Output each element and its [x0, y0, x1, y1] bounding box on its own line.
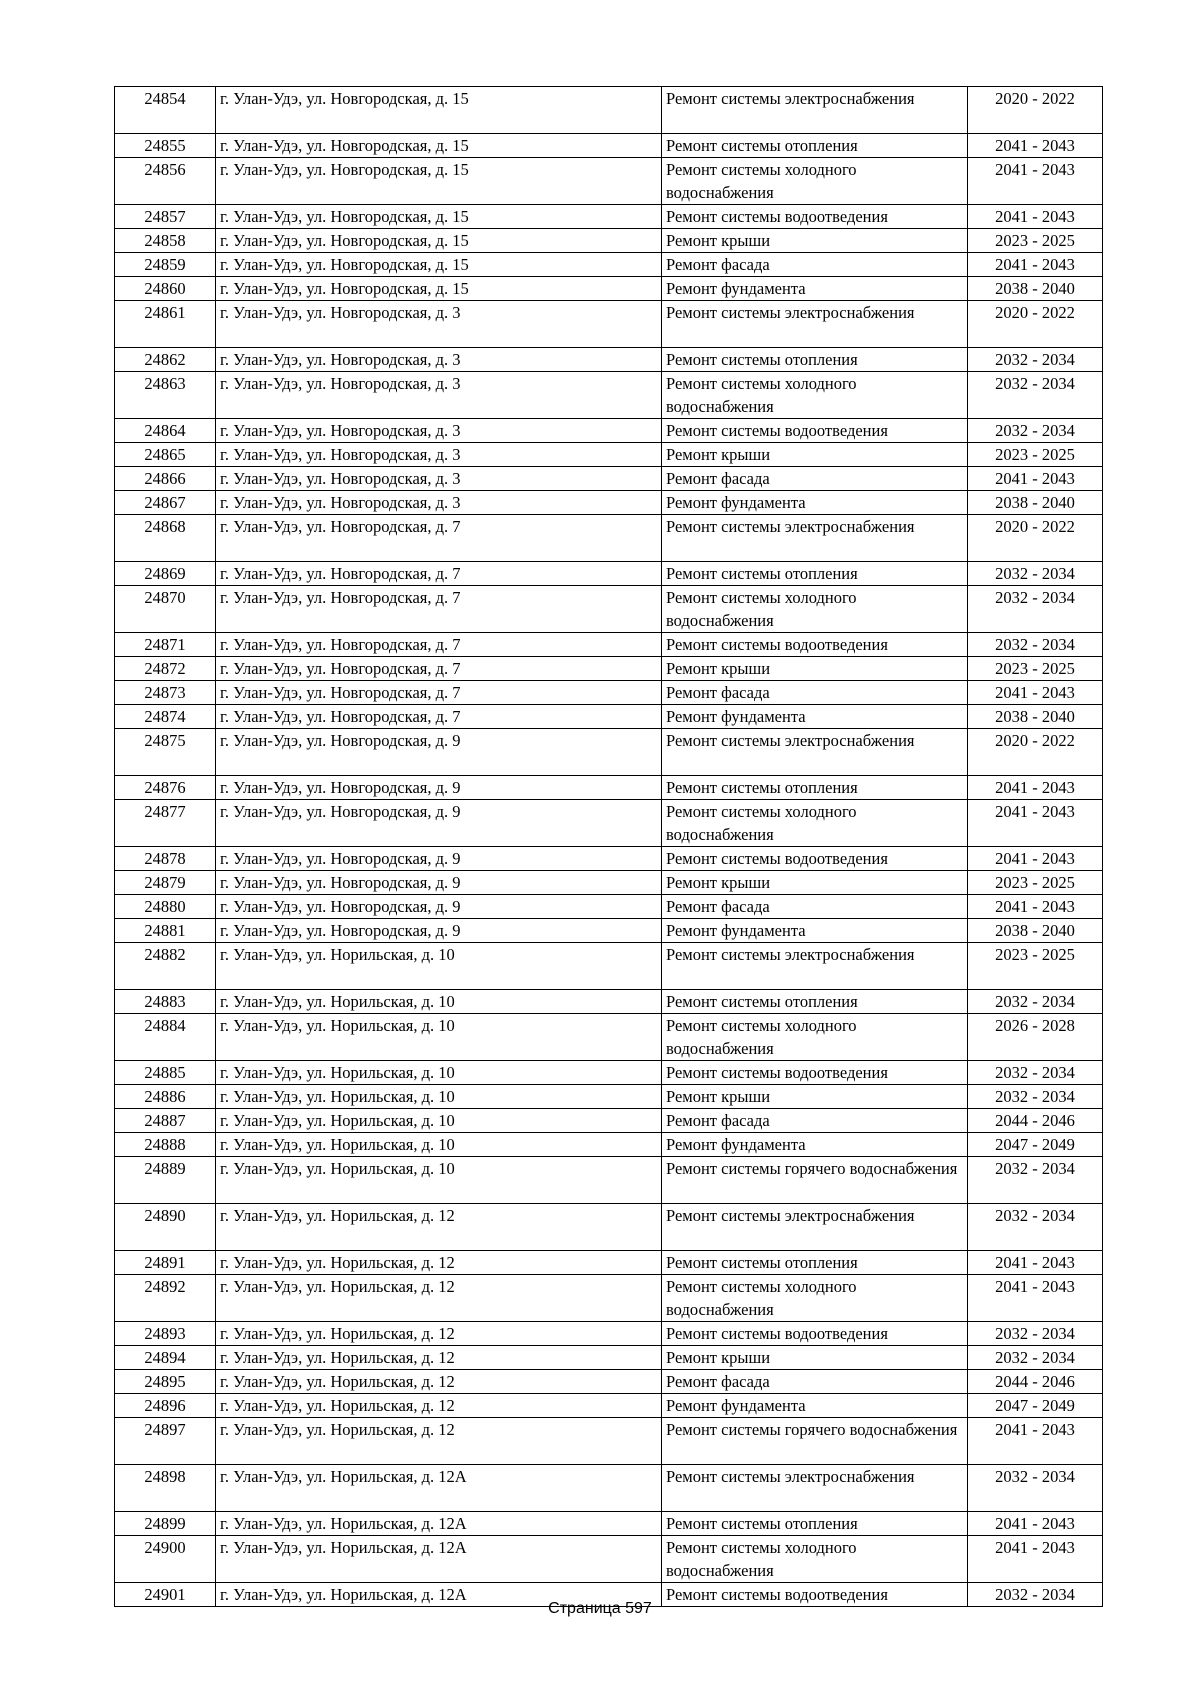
table-row — [115, 419, 1103, 443]
row-number-cell: 24875 — [115, 729, 216, 776]
table-row — [115, 990, 1103, 1014]
work-type-cell: Ремонт фасада — [662, 895, 968, 919]
row-number-cell: 24892 — [115, 1275, 216, 1322]
table-row — [115, 705, 1103, 729]
row-number-cell: 24861 — [115, 301, 216, 348]
address-cell: г. Улан-Удэ, ул. Норильская, д. 12 — [216, 1418, 662, 1465]
period-cell: 2041 - 2043 — [968, 205, 1103, 229]
table-row — [115, 586, 1103, 633]
address-cell: г. Улан-Удэ, ул. Новгородская, д. 3 — [216, 301, 662, 348]
period-cell: 2041 - 2043 — [968, 776, 1103, 800]
work-type-cell: Ремонт фасада — [662, 467, 968, 491]
address-cell: г. Улан-Удэ, ул. Норильская, д. 12 — [216, 1275, 662, 1322]
address-cell: г. Улан-Удэ, ул. Норильская, д. 10 — [216, 1133, 662, 1157]
period-cell: 2041 - 2043 — [968, 1512, 1103, 1536]
work-type-cell: Ремонт системы электроснабжения — [662, 729, 968, 776]
row-number-cell: 24876 — [115, 776, 216, 800]
row-number-cell: 24897 — [115, 1418, 216, 1465]
table-row — [115, 1061, 1103, 1085]
row-number-cell: 24885 — [115, 1061, 216, 1085]
row-number-cell: 24877 — [115, 800, 216, 847]
work-type-cell: Ремонт фундамента — [662, 705, 968, 729]
work-type-cell: Ремонт системы отопления — [662, 990, 968, 1014]
period-cell: 2032 - 2034 — [968, 1465, 1103, 1512]
work-type-cell: Ремонт системы водоотведения — [662, 1583, 968, 1607]
period-cell: 2041 - 2043 — [968, 681, 1103, 705]
table-row — [115, 847, 1103, 871]
table-row — [115, 467, 1103, 491]
repair-schedule-table — [114, 86, 1103, 1607]
address-cell: г. Улан-Удэ, ул. Новгородская, д. 3 — [216, 372, 662, 419]
work-type-cell: Ремонт системы электроснабжения — [662, 87, 968, 134]
work-type-cell: Ремонт фундамента — [662, 919, 968, 943]
work-type-cell: Ремонт системы водоотведения — [662, 1061, 968, 1085]
address-cell: г. Улан-Удэ, ул. Новгородская, д. 7 — [216, 562, 662, 586]
table-row — [115, 729, 1103, 776]
row-number-cell: 24858 — [115, 229, 216, 253]
period-cell: 2026 - 2028 — [968, 1014, 1103, 1061]
address-cell: г. Улан-Удэ, ул. Новгородская, д. 15 — [216, 158, 662, 205]
row-number-cell: 24878 — [115, 847, 216, 871]
period-cell: 2032 - 2034 — [968, 1204, 1103, 1251]
address-cell: г. Улан-Удэ, ул. Новгородская, д. 3 — [216, 348, 662, 372]
work-type-cell: Ремонт системы электроснабжения — [662, 301, 968, 348]
address-cell: г. Улан-Удэ, ул. Норильская, д. 10 — [216, 990, 662, 1014]
table-row — [115, 1370, 1103, 1394]
table-row — [115, 633, 1103, 657]
work-type-cell: Ремонт системы водоотведения — [662, 205, 968, 229]
period-cell: 2041 - 2043 — [968, 134, 1103, 158]
row-number-cell: 24864 — [115, 419, 216, 443]
address-cell: г. Улан-Удэ, ул. Новгородская, д. 9 — [216, 871, 662, 895]
period-cell: 2032 - 2034 — [968, 1157, 1103, 1204]
table-row — [115, 1085, 1103, 1109]
work-type-cell: Ремонт системы холодного водоснабжения — [662, 158, 968, 205]
address-cell: г. Улан-Удэ, ул. Новгородская, д. 7 — [216, 515, 662, 562]
address-cell: г. Улан-Удэ, ул. Новгородская, д. 15 — [216, 253, 662, 277]
period-cell: 2020 - 2022 — [968, 515, 1103, 562]
period-cell: 2032 - 2034 — [968, 633, 1103, 657]
work-type-cell: Ремонт крыши — [662, 443, 968, 467]
work-type-cell: Ремонт системы электроснабжения — [662, 515, 968, 562]
period-cell: 2020 - 2022 — [968, 729, 1103, 776]
period-cell: 2032 - 2034 — [968, 1061, 1103, 1085]
row-number-cell: 24901 — [115, 1583, 216, 1607]
address-cell: г. Улан-Удэ, ул. Новгородская, д. 15 — [216, 134, 662, 158]
row-number-cell: 24889 — [115, 1157, 216, 1204]
address-cell: г. Улан-Удэ, ул. Норильская, д. 12 — [216, 1346, 662, 1370]
period-cell: 2020 - 2022 — [968, 87, 1103, 134]
work-type-cell: Ремонт фасада — [662, 253, 968, 277]
table-row — [115, 1109, 1103, 1133]
row-number-cell: 24859 — [115, 253, 216, 277]
address-cell: г. Улан-Удэ, ул. Новгородская, д. 9 — [216, 847, 662, 871]
row-number-cell: 24854 — [115, 87, 216, 134]
address-cell: г. Улан-Удэ, ул. Новгородская, д. 7 — [216, 705, 662, 729]
work-type-cell: Ремонт фундамента — [662, 1133, 968, 1157]
address-cell: г. Улан-Удэ, ул. Новгородская, д. 15 — [216, 277, 662, 301]
address-cell: г. Улан-Удэ, ул. Норильская, д. 12 — [216, 1204, 662, 1251]
address-cell: г. Улан-Удэ, ул. Новгородская, д. 7 — [216, 633, 662, 657]
table-row — [115, 871, 1103, 895]
table-row — [115, 1014, 1103, 1061]
period-cell: 2041 - 2043 — [968, 895, 1103, 919]
row-number-cell: 24871 — [115, 633, 216, 657]
work-type-cell: Ремонт крыши — [662, 229, 968, 253]
table-row — [115, 301, 1103, 348]
table-row — [115, 1204, 1103, 1251]
address-cell: г. Улан-Удэ, ул. Новгородская, д. 7 — [216, 681, 662, 705]
table-body — [115, 87, 1103, 1607]
work-type-cell: Ремонт фасада — [662, 1370, 968, 1394]
row-number-cell: 24866 — [115, 467, 216, 491]
table-row — [115, 443, 1103, 467]
address-cell: г. Улан-Удэ, ул. Новгородская, д. 3 — [216, 443, 662, 467]
address-cell: г. Улан-Удэ, ул. Новгородская, д. 9 — [216, 895, 662, 919]
table-row — [115, 1394, 1103, 1418]
work-type-cell: Ремонт системы отопления — [662, 562, 968, 586]
table-row — [115, 1346, 1103, 1370]
address-cell: г. Улан-Удэ, ул. Норильская, д. 10 — [216, 1014, 662, 1061]
work-type-cell: Ремонт фасада — [662, 1109, 968, 1133]
page-footer — [0, 1600, 1200, 1618]
work-type-cell: Ремонт системы водоотведения — [662, 847, 968, 871]
table-row — [115, 1275, 1103, 1322]
address-cell: г. Улан-Удэ, ул. Новгородская, д. 15 — [216, 87, 662, 134]
work-type-cell: Ремонт системы отопления — [662, 134, 968, 158]
address-cell: г. Улан-Удэ, ул. Норильская, д. 12А — [216, 1583, 662, 1607]
work-type-cell: Ремонт системы холодного водоснабжения — [662, 586, 968, 633]
row-number-cell: 24893 — [115, 1322, 216, 1346]
period-cell: 2023 - 2025 — [968, 943, 1103, 990]
address-cell: г. Улан-Удэ, ул. Норильская, д. 12А — [216, 1512, 662, 1536]
work-type-cell: Ремонт крыши — [662, 657, 968, 681]
row-number-cell: 24881 — [115, 919, 216, 943]
table-row — [115, 681, 1103, 705]
period-cell: 2032 - 2034 — [968, 372, 1103, 419]
row-number-cell: 24890 — [115, 1204, 216, 1251]
work-type-cell: Ремонт системы водоотведения — [662, 633, 968, 657]
period-cell: 2041 - 2043 — [968, 467, 1103, 491]
address-cell: г. Улан-Удэ, ул. Новгородская, д. 15 — [216, 205, 662, 229]
row-number-cell: 24856 — [115, 158, 216, 205]
address-cell: г. Улан-Удэ, ул. Новгородская, д. 7 — [216, 657, 662, 681]
row-number-cell: 24899 — [115, 1512, 216, 1536]
address-cell: г. Улан-Удэ, ул. Норильская, д. 12А — [216, 1465, 662, 1512]
table-row — [115, 919, 1103, 943]
table-row — [115, 348, 1103, 372]
address-cell: г. Улан-Удэ, ул. Норильская, д. 12 — [216, 1322, 662, 1346]
row-number-cell: 24867 — [115, 491, 216, 515]
table-row — [115, 158, 1103, 205]
period-cell: 2041 - 2043 — [968, 847, 1103, 871]
row-number-cell: 24898 — [115, 1465, 216, 1512]
period-cell: 2041 - 2043 — [968, 253, 1103, 277]
table-row — [115, 1157, 1103, 1204]
table-row — [115, 1251, 1103, 1275]
row-number-cell: 24857 — [115, 205, 216, 229]
address-cell: г. Улан-Удэ, ул. Норильская, д. 12 — [216, 1394, 662, 1418]
page-number-label: Страница 597 — [548, 1600, 652, 1617]
row-number-cell: 24896 — [115, 1394, 216, 1418]
period-cell: 2038 - 2040 — [968, 491, 1103, 515]
table-row — [115, 895, 1103, 919]
period-cell: 2032 - 2034 — [968, 419, 1103, 443]
period-cell: 2032 - 2034 — [968, 562, 1103, 586]
work-type-cell: Ремонт системы отопления — [662, 348, 968, 372]
period-cell: 2023 - 2025 — [968, 443, 1103, 467]
row-number-cell: 24873 — [115, 681, 216, 705]
period-cell: 2032 - 2034 — [968, 348, 1103, 372]
period-cell: 2044 - 2046 — [968, 1109, 1103, 1133]
address-cell: г. Улан-Удэ, ул. Новгородская, д. 9 — [216, 800, 662, 847]
row-number-cell: 24863 — [115, 372, 216, 419]
row-number-cell: 24874 — [115, 705, 216, 729]
address-cell: г. Улан-Удэ, ул. Норильская, д. 10 — [216, 1061, 662, 1085]
work-type-cell: Ремонт системы холодного водоснабжения — [662, 1536, 968, 1583]
work-type-cell: Ремонт фасада — [662, 681, 968, 705]
table-row — [115, 205, 1103, 229]
address-cell: г. Улан-Удэ, ул. Норильская, д. 12 — [216, 1370, 662, 1394]
period-cell: 2032 - 2034 — [968, 1085, 1103, 1109]
period-cell: 2038 - 2040 — [968, 919, 1103, 943]
table-row — [115, 1465, 1103, 1512]
address-cell: г. Улан-Удэ, ул. Новгородская, д. 3 — [216, 467, 662, 491]
work-type-cell: Ремонт системы отопления — [662, 1251, 968, 1275]
row-number-cell: 24860 — [115, 277, 216, 301]
row-number-cell: 24884 — [115, 1014, 216, 1061]
row-number-cell: 24870 — [115, 586, 216, 633]
period-cell: 2032 - 2034 — [968, 1322, 1103, 1346]
table-row — [115, 1536, 1103, 1583]
row-number-cell: 24886 — [115, 1085, 216, 1109]
period-cell: 2047 - 2049 — [968, 1133, 1103, 1157]
table-row — [115, 776, 1103, 800]
work-type-cell: Ремонт крыши — [662, 1085, 968, 1109]
work-type-cell: Ремонт системы электроснабжения — [662, 1204, 968, 1251]
period-cell: 2032 - 2034 — [968, 990, 1103, 1014]
work-type-cell: Ремонт системы электроснабжения — [662, 943, 968, 990]
table-row — [115, 943, 1103, 990]
address-cell: г. Улан-Удэ, ул. Норильская, д. 12А — [216, 1536, 662, 1583]
work-type-cell: Ремонт системы горячего водоснабжения — [662, 1418, 968, 1465]
address-cell: г. Улан-Удэ, ул. Новгородская, д. 7 — [216, 586, 662, 633]
table-row — [115, 1512, 1103, 1536]
table-row — [115, 229, 1103, 253]
row-number-cell: 24891 — [115, 1251, 216, 1275]
period-cell: 2047 - 2049 — [968, 1394, 1103, 1418]
table-row — [115, 1322, 1103, 1346]
row-number-cell: 24882 — [115, 943, 216, 990]
period-cell: 2041 - 2043 — [968, 1251, 1103, 1275]
table-row — [115, 1418, 1103, 1465]
table-row — [115, 87, 1103, 134]
table-row — [115, 800, 1103, 847]
work-type-cell: Ремонт системы горячего водоснабжения — [662, 1157, 968, 1204]
table-row — [115, 1133, 1103, 1157]
period-cell: 2023 - 2025 — [968, 657, 1103, 681]
address-cell: г. Улан-Удэ, ул. Норильская, д. 10 — [216, 1085, 662, 1109]
period-cell: 2041 - 2043 — [968, 158, 1103, 205]
row-number-cell: 24865 — [115, 443, 216, 467]
table-row — [115, 134, 1103, 158]
table-row — [115, 372, 1103, 419]
work-type-cell: Ремонт системы водоотведения — [662, 419, 968, 443]
period-cell: 2041 - 2043 — [968, 800, 1103, 847]
address-cell: г. Улан-Удэ, ул. Норильская, д. 12 — [216, 1251, 662, 1275]
period-cell: 2023 - 2025 — [968, 871, 1103, 895]
period-cell: 2032 - 2034 — [968, 1346, 1103, 1370]
row-number-cell: 24868 — [115, 515, 216, 562]
row-number-cell: 24880 — [115, 895, 216, 919]
address-cell: г. Улан-Удэ, ул. Новгородская, д. 15 — [216, 229, 662, 253]
row-number-cell: 24855 — [115, 134, 216, 158]
table-row — [115, 253, 1103, 277]
table-row — [115, 562, 1103, 586]
row-number-cell: 24887 — [115, 1109, 216, 1133]
row-number-cell: 24895 — [115, 1370, 216, 1394]
period-cell: 2044 - 2046 — [968, 1370, 1103, 1394]
period-cell: 2032 - 2034 — [968, 586, 1103, 633]
row-number-cell: 24872 — [115, 657, 216, 681]
work-type-cell: Ремонт системы холодного водоснабжения — [662, 1275, 968, 1322]
work-type-cell: Ремонт фундамента — [662, 1394, 968, 1418]
work-type-cell: Ремонт системы водоотведения — [662, 1322, 968, 1346]
period-cell: 2032 - 2034 — [968, 1583, 1103, 1607]
period-cell: 2041 - 2043 — [968, 1275, 1103, 1322]
work-type-cell: Ремонт крыши — [662, 1346, 968, 1370]
address-cell: г. Улан-Удэ, ул. Норильская, д. 10 — [216, 1109, 662, 1133]
row-number-cell: 24900 — [115, 1536, 216, 1583]
table-row — [115, 491, 1103, 515]
row-number-cell: 24883 — [115, 990, 216, 1014]
address-cell: г. Улан-Удэ, ул. Норильская, д. 10 — [216, 1157, 662, 1204]
period-cell: 2038 - 2040 — [968, 277, 1103, 301]
address-cell: г. Улан-Удэ, ул. Новгородская, д. 9 — [216, 729, 662, 776]
period-cell: 2020 - 2022 — [968, 301, 1103, 348]
address-cell: г. Улан-Удэ, ул. Новгородская, д. 3 — [216, 419, 662, 443]
work-type-cell: Ремонт системы электроснабжения — [662, 1465, 968, 1512]
work-type-cell: Ремонт системы отопления — [662, 1512, 968, 1536]
work-type-cell: Ремонт системы холодного водоснабжения — [662, 800, 968, 847]
table-row — [115, 277, 1103, 301]
period-cell: 2041 - 2043 — [968, 1418, 1103, 1465]
row-number-cell: 24862 — [115, 348, 216, 372]
work-type-cell: Ремонт системы холодного водоснабжения — [662, 372, 968, 419]
row-number-cell: 24869 — [115, 562, 216, 586]
work-type-cell: Ремонт системы холодного водоснабжения — [662, 1014, 968, 1061]
row-number-cell: 24894 — [115, 1346, 216, 1370]
work-type-cell: Ремонт фундамента — [662, 491, 968, 515]
work-type-cell: Ремонт фундамента — [662, 277, 968, 301]
period-cell: 2041 - 2043 — [968, 1536, 1103, 1583]
work-type-cell: Ремонт системы отопления — [662, 776, 968, 800]
row-number-cell: 24879 — [115, 871, 216, 895]
table-row — [115, 515, 1103, 562]
period-cell: 2023 - 2025 — [968, 229, 1103, 253]
table-row — [115, 657, 1103, 681]
period-cell: 2038 - 2040 — [968, 705, 1103, 729]
row-number-cell: 24888 — [115, 1133, 216, 1157]
work-type-cell: Ремонт крыши — [662, 871, 968, 895]
address-cell: г. Улан-Удэ, ул. Норильская, д. 10 — [216, 943, 662, 990]
address-cell: г. Улан-Удэ, ул. Новгородская, д. 9 — [216, 776, 662, 800]
address-cell: г. Улан-Удэ, ул. Новгородская, д. 9 — [216, 919, 662, 943]
address-cell: г. Улан-Удэ, ул. Новгородская, д. 3 — [216, 491, 662, 515]
